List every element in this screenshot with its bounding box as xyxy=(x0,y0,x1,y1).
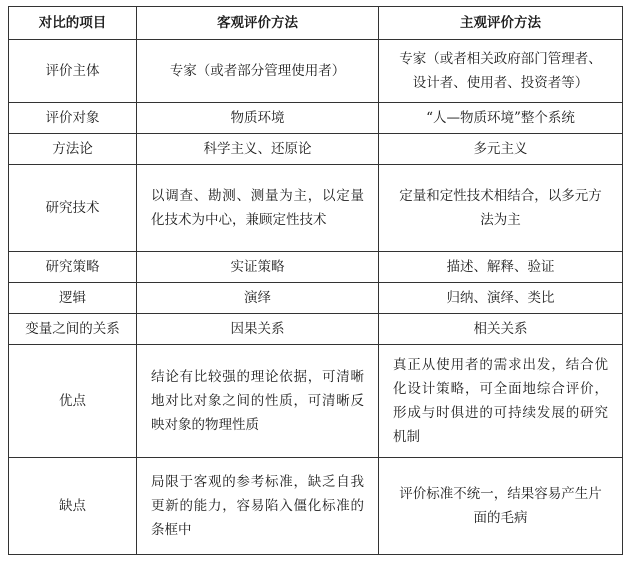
objective-cell: 演绎 xyxy=(137,283,379,314)
row-label: 逻辑 xyxy=(9,283,137,314)
row-label: 研究策略 xyxy=(9,252,137,283)
objective-cell: 物质环境 xyxy=(137,103,379,134)
table-row xyxy=(9,345,623,458)
row-label: 缺点 xyxy=(9,458,137,555)
objective-cell: 实证策略 xyxy=(137,252,379,283)
row-label: 变量之间的关系 xyxy=(9,314,137,345)
table-row xyxy=(9,458,623,555)
subjective-cell xyxy=(379,345,623,458)
subjective-text: 定量和定性技术相结合，以多元方法为主 xyxy=(399,188,602,228)
table-row xyxy=(9,314,623,345)
table-row xyxy=(9,283,623,314)
objective-text: 以调查、勘测、测量为主，以定量化技术为中心，兼顾定性技术 xyxy=(151,188,364,228)
table-row xyxy=(9,40,623,103)
header-item: 对比的项目 xyxy=(9,7,137,40)
row-label: 优点 xyxy=(9,345,137,458)
table-row xyxy=(9,134,623,165)
objective-text: 局限于客观的参考标准，缺乏自我更新的能力，容易陷入僵化标准的条框中 xyxy=(151,474,364,538)
objective-cell xyxy=(137,165,379,252)
subjective-cell: 归纳、演绎、类比 xyxy=(379,283,623,314)
subjective-cell: 描述、解释、验证 xyxy=(379,252,623,283)
objective-cell: 因果关系 xyxy=(137,314,379,345)
subjective-text: 真正从使用者的需求出发，结合优化设计策略，可全面地综合评价，形成与时俱进的可持续发展的研究机制 xyxy=(393,357,608,445)
subjective-cell xyxy=(379,165,623,252)
subjective-text: 专家（或者相关政府部门管理者、设计者、使用者、投资者等） xyxy=(399,51,602,91)
objective-text: 结论有比较强的理论依据，可清晰地对比对象之间的性质，可清晰反映对象的物理性质 xyxy=(151,369,364,433)
comparison-table xyxy=(8,6,623,555)
header-objective: 客观评价方法 xyxy=(137,7,379,40)
row-label: 方法论 xyxy=(9,134,137,165)
subjective-cell: “人—物质环境”整个系统 xyxy=(379,103,623,134)
objective-cell: 科学主义、还原论 xyxy=(137,134,379,165)
row-label: 评价主体 xyxy=(9,40,137,103)
subjective-cell xyxy=(379,458,623,555)
objective-cell xyxy=(137,345,379,458)
objective-cell xyxy=(137,458,379,555)
subjective-text: 评价标准不统一，结果容易产生片面的毛病 xyxy=(399,486,602,526)
header-subjective: 主观评价方法 xyxy=(379,7,623,40)
table-row xyxy=(9,252,623,283)
subjective-cell: 多元主义 xyxy=(379,134,623,165)
row-label: 评价对象 xyxy=(9,103,137,134)
subjective-cell xyxy=(379,40,623,103)
subjective-cell: 相关关系 xyxy=(379,314,623,345)
table-row xyxy=(9,165,623,252)
table-row xyxy=(9,103,623,134)
objective-cell: 专家（或者部分管理使用者） xyxy=(137,40,379,103)
row-label: 研究技术 xyxy=(9,165,137,252)
header-row xyxy=(9,7,623,40)
